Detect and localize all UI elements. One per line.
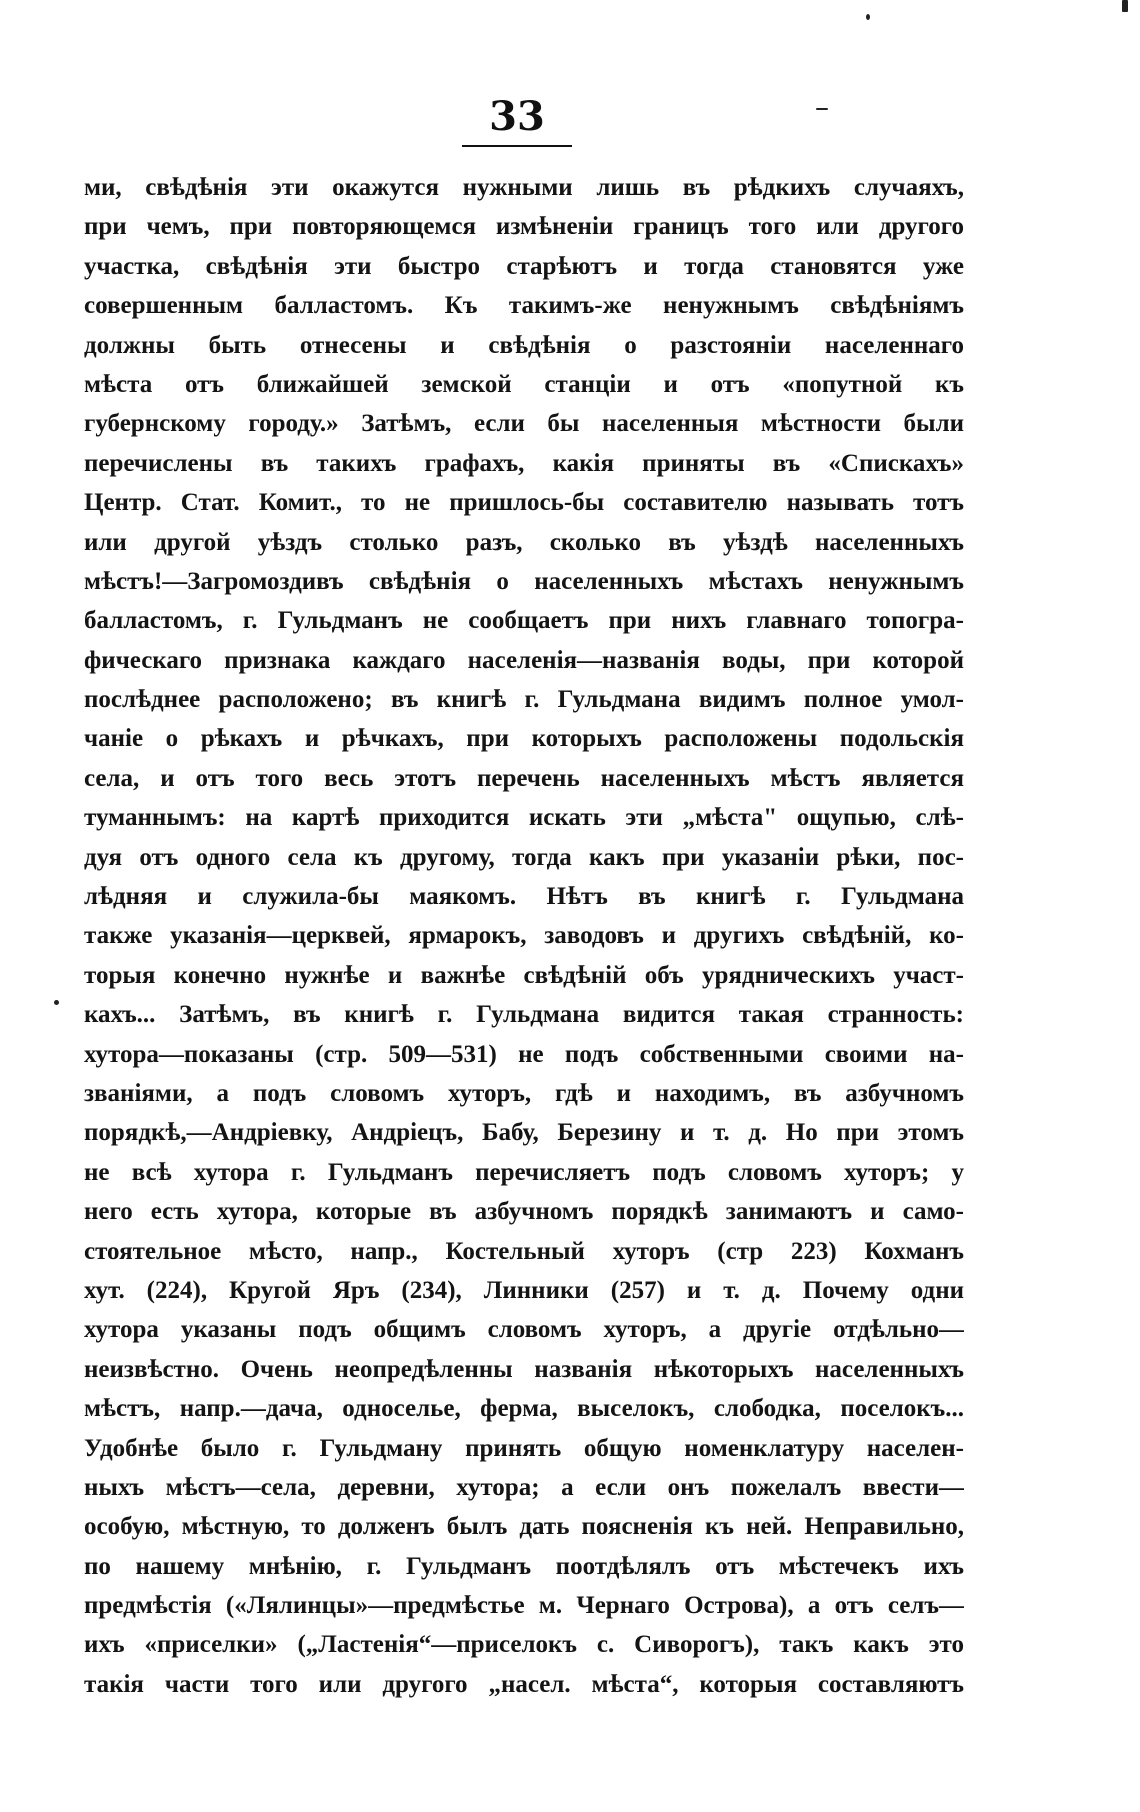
text-line: совершенным балластомъ. Къ такимъ-же ненужнымъ свѣдѣніямъ <box>84 292 964 320</box>
text-line: лѣдняя и служила-бы маякомъ. Нѣтъ въ книгѣ г. Гульдмана <box>84 883 964 911</box>
text-line: должны быть отнесены и свѣдѣнія о разстояніи населеннаго <box>84 331 964 359</box>
text-line: мѣста отъ ближайшей земской станціи и отъ «попутной къ <box>84 370 964 398</box>
print-speck <box>866 14 870 20</box>
text-line: при чемъ, при повторяющемся измѣненіи границъ того или другого <box>84 213 964 241</box>
text-line: мѣстъ!—Загромоздивъ свѣдѣнія о населенныхъ мѣстахъ ненужнымъ <box>84 567 964 595</box>
text-line: также указанія—церквей, ярмарокъ, заводовъ и другихъ свѣдѣній, ко- <box>84 922 964 950</box>
body-text <box>84 168 964 1704</box>
page-number-rule <box>462 145 572 147</box>
text-line: хутора—показаны (стр. 509—531) не подъ собственными своими на- <box>84 1040 964 1068</box>
text-line: стоятельное мѣсто, напр., Костельный хуторъ (стр 223) Кохманъ <box>84 1237 964 1265</box>
text-line: не всѣ хутора г. Гульдманъ перечисляетъ подъ словомъ хуторъ; у <box>84 1158 964 1186</box>
text-line: такія части того или другого „насел. мѣста“, которыя составляютъ <box>84 1670 964 1698</box>
text-line: неизвѣстно. Очень неопредѣленны названія нѣкоторыхъ населенныхъ <box>84 1355 964 1383</box>
text-line: торыя конечно нужнѣе и важнѣе свѣдѣній объ урядническихъ участ- <box>84 961 964 989</box>
text-line: предмѣстія («Лялинцы»—предмѣстье м. Чернаго Острова), а отъ селъ— <box>84 1592 964 1620</box>
text-line: порядкѣ,—Андріевку, Андріецъ, Бабу, Березину и т. д. Но при этомъ <box>84 1119 964 1147</box>
text-line: губернскому городу.» Затѣмъ, если бы населенныя мѣстности были <box>84 410 964 438</box>
text-line: или другой уѣздъ столько разъ, сколько въ уѣздѣ населенныхъ <box>84 528 964 556</box>
print-speck <box>1122 0 1128 12</box>
text-line: по нашему мнѣнію, г. Гульдманъ поотдѣлялъ отъ мѣстечекъ ихъ <box>84 1552 964 1580</box>
text-line: кахъ... Затѣмъ, въ книгѣ г. Гульдмана видится такая странность: <box>84 1001 964 1029</box>
text-line: участка, свѣдѣнія эти быстро старѣютъ и тогда становятся уже <box>84 252 964 280</box>
text-line: села, и отъ того весь этотъ перечень населенныхъ мѣстъ является <box>84 764 964 792</box>
print-speck <box>54 1000 59 1005</box>
text-line: званіями, а подъ словомъ хуторъ, гдѣ и находимъ, въ азбучномъ <box>84 1079 964 1107</box>
text-line: хут. (224), Кругой Яръ (234), Линники (257) и т. д. Почему одни <box>84 1276 964 1304</box>
text-line: Удобнѣе было г. Гульдману принять общую номенклатуру населен- <box>84 1434 964 1462</box>
text-line: него есть хутора, которые въ азбучномъ порядкѣ занимаютъ и само- <box>84 1198 964 1226</box>
page-number: 33 <box>489 93 545 140</box>
text-line: хутора указаны подъ общимъ словомъ хуторъ, а другіе отдѣльно— <box>84 1316 964 1344</box>
text-line: послѣднее расположено; въ книгѣ г. Гульдмана видимъ полное умол- <box>84 686 964 714</box>
text-line: дуя отъ одного села къ другому, тогда какъ при указаніи рѣки, пос- <box>84 843 964 871</box>
text-line: перечислены въ такихъ графахъ, какія приняты въ «Спискахъ» <box>84 449 964 477</box>
text-line: фическаго признака каждаго населенія—названія воды, при которой <box>84 646 964 674</box>
print-speck <box>816 108 828 110</box>
text-line: Центр. Стат. Комит., то не пришлось-бы составителю называть тотъ <box>84 489 964 517</box>
text-line: балластомъ, г. Гульдманъ не сообщаетъ при нихъ главнаго топогра- <box>84 607 964 635</box>
text-line: ныхъ мѣстъ—села, деревни, хутора; а если онъ пожелалъ ввести— <box>84 1473 964 1501</box>
text-line: туманнымъ: на картѣ приходится искать эти „мѣста" ощупью, слѣ- <box>84 804 964 832</box>
text-line: ихъ «приселки» („Ластенія“—приселокъ с. Сиворогъ), такъ какъ это <box>84 1631 964 1659</box>
text-line: мѣстъ, напр.—дача, односелье, ферма, выселокъ, слободка, поселокъ... <box>84 1395 964 1423</box>
text-line: ми, свѣдѣнія эти окажутся нужными лишь въ рѣдкихъ случаяхъ, <box>84 174 964 201</box>
text-line: особую, мѣстную, то долженъ былъ дать поясненія къ ней. Неправильно, <box>84 1513 964 1541</box>
text-line: чаніе о рѣкахъ и рѣчкахъ, при которыхъ расположены подольскія <box>84 725 964 753</box>
